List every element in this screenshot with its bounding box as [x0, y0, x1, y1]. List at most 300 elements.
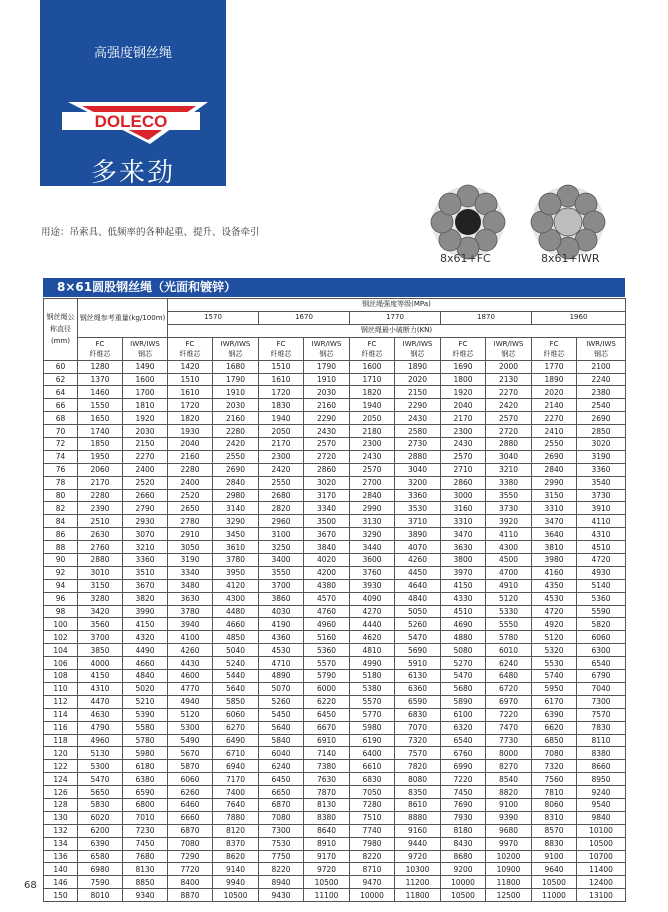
value-cell: 8950 — [577, 773, 626, 786]
value-cell: 4990 — [350, 657, 395, 670]
value-cell: 8870 — [168, 889, 213, 902]
value-cell: 8910 — [304, 837, 350, 850]
table-row — [44, 476, 626, 489]
value-cell: 3400 — [259, 554, 304, 567]
doleco-logo — [58, 98, 212, 148]
table-row — [44, 695, 626, 708]
value-cell: 6190 — [350, 734, 395, 747]
value-cell: 3210 — [123, 541, 168, 554]
value-cell: 4260 — [168, 644, 213, 657]
value-cell: 4150 — [78, 670, 123, 683]
value-cell: 7750 — [259, 850, 304, 863]
value-cell: 5300 — [78, 760, 123, 773]
value-cell: 5130 — [78, 747, 123, 760]
sub-header-cn: 钢芯 — [410, 349, 425, 358]
value-cell: 7170 — [213, 773, 259, 786]
value-cell: 11000 — [532, 889, 577, 902]
value-cell: 1890 — [395, 360, 441, 373]
value-cell: 4700 — [486, 566, 532, 579]
value-cell: 8270 — [486, 760, 532, 773]
value-cell: 3130 — [350, 515, 395, 528]
value-cell: 4660 — [123, 657, 168, 670]
value-cell: 6590 — [395, 695, 441, 708]
value-cell: 6200 — [78, 824, 123, 837]
value-cell: 3810 — [532, 541, 577, 554]
value-cell: 6450 — [259, 773, 304, 786]
value-cell: 6240 — [259, 760, 304, 773]
value-cell: 3170 — [304, 489, 350, 502]
diameter-cell: 60 — [44, 360, 78, 373]
value-cell: 3190 — [577, 450, 626, 463]
value-cell: 8820 — [486, 786, 532, 799]
sub-header-iwr — [304, 337, 350, 360]
value-cell: 2240 — [577, 373, 626, 386]
value-cell: 4360 — [259, 631, 304, 644]
value-cell: 3800 — [441, 554, 486, 567]
value-cell: 5020 — [123, 682, 168, 695]
value-cell: 4770 — [168, 682, 213, 695]
value-cell: 6710 — [213, 747, 259, 760]
sub-header-cn: 纤维芯 — [270, 349, 292, 358]
value-cell: 1940 — [259, 412, 304, 425]
value-cell: 9140 — [213, 863, 259, 876]
value-cell: 3840 — [304, 541, 350, 554]
value-cell: 8220 — [259, 863, 304, 876]
diameter-cell: 100 — [44, 618, 78, 631]
value-cell: 1830 — [259, 399, 304, 412]
value-cell: 1550 — [78, 399, 123, 412]
table-row — [44, 721, 626, 734]
brand-chinese-name: 多来劲 — [90, 158, 175, 188]
value-cell: 4930 — [577, 566, 626, 579]
value-cell: 2880 — [486, 438, 532, 451]
diameter-cell: 106 — [44, 657, 78, 670]
sub-header-code: IWR/IWS — [402, 339, 433, 348]
value-cell: 5270 — [441, 657, 486, 670]
value-cell: 7880 — [213, 811, 259, 824]
value-cell: 5080 — [441, 644, 486, 657]
table-row — [44, 541, 626, 554]
sub-header-fc — [78, 337, 123, 360]
diameter-cell: 102 — [44, 631, 78, 644]
value-cell: 1710 — [350, 373, 395, 386]
value-cell: 2400 — [168, 476, 213, 489]
value-cell: 5040 — [213, 644, 259, 657]
sub-header-iwr — [486, 337, 532, 360]
value-cell: 1490 — [123, 360, 168, 373]
value-cell: 2150 — [123, 438, 168, 451]
value-cell: 4070 — [395, 541, 441, 554]
value-cell: 4480 — [213, 605, 259, 618]
value-cell: 3670 — [304, 528, 350, 541]
value-cell: 1510 — [168, 373, 213, 386]
value-cell: 5840 — [259, 734, 304, 747]
value-cell: 2130 — [486, 373, 532, 386]
value-cell: 3250 — [259, 541, 304, 554]
value-cell: 2160 — [168, 450, 213, 463]
value-cell: 2380 — [577, 386, 626, 399]
value-cell: 2790 — [123, 502, 168, 515]
value-cell: 2420 — [213, 438, 259, 451]
value-cell: 1610 — [168, 386, 213, 399]
value-cell: 5240 — [213, 657, 259, 670]
value-cell: 7220 — [486, 708, 532, 721]
value-cell: 5850 — [213, 695, 259, 708]
value-cell: 9340 — [123, 889, 168, 902]
value-cell: 7320 — [532, 760, 577, 773]
value-cell: 8130 — [304, 798, 350, 811]
brand-panel — [40, 0, 226, 186]
value-cell: 2030 — [123, 425, 168, 438]
sub-header-cn: 纤维芯 — [361, 349, 383, 358]
value-cell: 11200 — [395, 876, 441, 889]
diameter-cell: 110 — [44, 682, 78, 695]
value-cell: 3670 — [123, 579, 168, 592]
value-cell: 9720 — [304, 863, 350, 876]
value-cell: 3050 — [168, 541, 213, 554]
value-cell: 1890 — [532, 373, 577, 386]
value-cell: 7080 — [532, 747, 577, 760]
value-cell: 3100 — [259, 528, 304, 541]
value-cell: 4850 — [213, 631, 259, 644]
value-cell: 5640 — [213, 682, 259, 695]
value-cell: 2850 — [577, 425, 626, 438]
grade-header: 1770 — [350, 311, 441, 324]
value-cell: 9170 — [304, 850, 350, 863]
diameter-cell: 96 — [44, 592, 78, 605]
value-cell: 5050 — [395, 605, 441, 618]
diameter-cell: 78 — [44, 476, 78, 489]
value-cell: 6910 — [304, 734, 350, 747]
value-cell: 6760 — [441, 747, 486, 760]
sub-header-iwr — [395, 337, 441, 360]
diameter-cell: 118 — [44, 734, 78, 747]
value-cell: 5450 — [259, 708, 304, 721]
value-cell: 1950 — [78, 450, 123, 463]
value-cell: 3340 — [168, 566, 213, 579]
value-cell: 2990 — [350, 502, 395, 515]
value-cell: 3610 — [213, 541, 259, 554]
value-cell: 5210 — [123, 695, 168, 708]
value-cell: 3560 — [78, 618, 123, 631]
value-cell: 7730 — [486, 734, 532, 747]
value-cell: 4530 — [532, 592, 577, 605]
rope-iwr-image — [531, 185, 605, 259]
value-cell: 4310 — [78, 682, 123, 695]
diameter-cell: 128 — [44, 798, 78, 811]
value-cell: 4960 — [78, 734, 123, 747]
grade-header: 1670 — [259, 311, 350, 324]
sub-header-fc — [441, 337, 486, 360]
diameter-cell: 66 — [44, 399, 78, 412]
value-cell: 6020 — [78, 811, 123, 824]
table-row — [44, 708, 626, 721]
value-cell: 4630 — [78, 708, 123, 721]
value-cell: 2520 — [123, 476, 168, 489]
value-cell: 7930 — [441, 811, 486, 824]
diameter-cell: 114 — [44, 708, 78, 721]
value-cell: 2040 — [441, 399, 486, 412]
value-cell: 4570 — [304, 592, 350, 605]
rope-fc-label: 8x61+FC — [440, 252, 491, 265]
value-cell: 3540 — [577, 476, 626, 489]
value-cell: 2910 — [168, 528, 213, 541]
sub-header-iwr — [123, 337, 168, 360]
value-cell: 3940 — [168, 618, 213, 631]
value-cell: 2040 — [168, 438, 213, 451]
table-row — [44, 863, 626, 876]
value-cell: 1930 — [168, 425, 213, 438]
value-cell: 8640 — [304, 824, 350, 837]
value-cell: 3630 — [441, 541, 486, 554]
value-cell: 8000 — [486, 747, 532, 760]
table-row — [44, 850, 626, 863]
value-cell: 1920 — [123, 412, 168, 425]
value-cell: 2690 — [532, 450, 577, 463]
value-cell: 2570 — [350, 463, 395, 476]
value-cell: 4440 — [350, 618, 395, 631]
value-cell: 8570 — [532, 824, 577, 837]
sub-header-code: IWR/IWS — [311, 339, 342, 348]
value-cell: 4810 — [350, 644, 395, 657]
value-cell: 6460 — [168, 798, 213, 811]
value-cell: 2930 — [123, 515, 168, 528]
value-cell: 3450 — [213, 528, 259, 541]
value-cell: 7590 — [78, 876, 123, 889]
value-cell: 9390 — [486, 811, 532, 824]
value-cell: 3000 — [441, 489, 486, 502]
value-cell: 1680 — [213, 360, 259, 373]
diameter-cell: 64 — [44, 386, 78, 399]
value-cell: 2840 — [213, 476, 259, 489]
value-cell: 3360 — [123, 554, 168, 567]
diameter-cell: 116 — [44, 721, 78, 734]
value-cell: 7640 — [213, 798, 259, 811]
value-cell: 2570 — [486, 412, 532, 425]
value-cell: 5470 — [78, 773, 123, 786]
value-cell: 2160 — [304, 399, 350, 412]
value-cell: 3850 — [78, 644, 123, 657]
value-cell: 4120 — [213, 579, 259, 592]
value-cell: 6970 — [486, 695, 532, 708]
value-cell: 1460 — [78, 386, 123, 399]
value-cell: 8400 — [168, 876, 213, 889]
value-cell: 4500 — [486, 554, 532, 567]
value-cell: 1800 — [441, 373, 486, 386]
value-cell: 2430 — [441, 438, 486, 451]
value-cell: 2430 — [350, 450, 395, 463]
sub-header-code: FC — [458, 339, 468, 348]
value-cell: 4660 — [213, 618, 259, 631]
value-cell: 7320 — [395, 734, 441, 747]
value-cell: 2540 — [577, 399, 626, 412]
value-cell: 5260 — [259, 695, 304, 708]
value-cell: 7810 — [532, 786, 577, 799]
value-cell: 10100 — [577, 824, 626, 837]
value-cell: 4840 — [395, 592, 441, 605]
value-cell: 6720 — [486, 682, 532, 695]
value-cell: 1610 — [259, 373, 304, 386]
value-cell: 5670 — [168, 747, 213, 760]
value-cell: 5180 — [350, 670, 395, 683]
value-cell: 3630 — [168, 592, 213, 605]
value-cell: 6260 — [168, 786, 213, 799]
value-cell: 4690 — [441, 618, 486, 631]
table-row — [44, 489, 626, 502]
value-cell: 6940 — [213, 760, 259, 773]
value-cell: 2270 — [123, 450, 168, 463]
value-cell: 3700 — [78, 631, 123, 644]
value-cell: 10500 — [441, 889, 486, 902]
table-row — [44, 463, 626, 476]
value-cell: 7470 — [486, 721, 532, 734]
value-cell: 5680 — [441, 682, 486, 695]
value-cell: 10300 — [395, 863, 441, 876]
value-cell: 5740 — [532, 670, 577, 683]
value-cell: 6490 — [213, 734, 259, 747]
value-cell: 1910 — [213, 386, 259, 399]
value-cell: 5580 — [123, 721, 168, 734]
value-cell: 6870 — [168, 824, 213, 837]
section-title: 8×61圆股钢丝绳（光面和镀锌） — [43, 278, 625, 297]
value-cell: 1770 — [532, 360, 577, 373]
value-cell: 7290 — [168, 850, 213, 863]
table-row — [44, 837, 626, 850]
value-cell: 6450 — [304, 708, 350, 721]
value-cell: 2160 — [213, 412, 259, 425]
rope-spec-table — [43, 298, 626, 902]
value-cell: 5140 — [577, 579, 626, 592]
value-cell: 5120 — [486, 592, 532, 605]
value-cell: 4890 — [259, 670, 304, 683]
value-cell: 9100 — [532, 850, 577, 863]
value-cell: 4150 — [441, 579, 486, 592]
value-cell: 10900 — [486, 863, 532, 876]
value-cell: 9430 — [259, 889, 304, 902]
value-cell: 8880 — [395, 811, 441, 824]
value-cell: 2720 — [304, 450, 350, 463]
value-cell: 5490 — [168, 734, 213, 747]
value-cell: 4350 — [532, 579, 577, 592]
value-cell: 4790 — [78, 721, 123, 734]
value-cell: 2510 — [78, 515, 123, 528]
table-row — [44, 773, 626, 786]
value-cell: 8380 — [304, 811, 350, 824]
value-cell: 2860 — [441, 476, 486, 489]
value-cell: 5320 — [532, 644, 577, 657]
value-cell: 4330 — [441, 592, 486, 605]
value-cell: 8220 — [350, 850, 395, 863]
value-cell: 4020 — [304, 554, 350, 567]
value-cell: 2170 — [78, 476, 123, 489]
usage-text: 用途：吊索具、低频率的各种起重、提升、设备牵引 — [41, 227, 260, 238]
value-cell: 7560 — [532, 773, 577, 786]
value-cell: 7070 — [395, 721, 441, 734]
value-cell: 5120 — [532, 631, 577, 644]
table-row — [44, 618, 626, 631]
value-cell: 1790 — [304, 360, 350, 373]
value-cell: 8610 — [395, 798, 441, 811]
table-row — [44, 528, 626, 541]
diameter-cell: 108 — [44, 670, 78, 683]
value-cell: 3280 — [78, 592, 123, 605]
value-cell: 3070 — [123, 528, 168, 541]
value-cell: 11400 — [577, 863, 626, 876]
value-cell: 5570 — [304, 657, 350, 670]
value-cell: 3600 — [350, 554, 395, 567]
sub-header-cn: 钢芯 — [228, 349, 243, 358]
value-cell: 7680 — [123, 850, 168, 863]
value-cell: 8180 — [441, 824, 486, 837]
value-cell: 2980 — [213, 489, 259, 502]
value-cell: 3550 — [486, 489, 532, 502]
value-cell: 4200 — [304, 566, 350, 579]
value-cell: 2650 — [168, 502, 213, 515]
value-cell: 2050 — [259, 425, 304, 438]
value-cell: 6830 — [395, 708, 441, 721]
sub-header-code: IWR/IWS — [493, 339, 524, 348]
sub-header-fc — [168, 337, 213, 360]
value-cell: 2690 — [213, 463, 259, 476]
value-cell: 10500 — [304, 876, 350, 889]
value-cell: 4490 — [123, 644, 168, 657]
grade-header: 1870 — [441, 311, 532, 324]
value-cell: 6170 — [532, 695, 577, 708]
value-cell: 8120 — [213, 824, 259, 837]
value-cell: 2300 — [350, 438, 395, 451]
value-cell: 6540 — [441, 734, 486, 747]
value-cell: 3310 — [441, 515, 486, 528]
value-cell: 2390 — [78, 502, 123, 515]
table-row — [44, 798, 626, 811]
value-cell: 1720 — [259, 386, 304, 399]
value-cell: 8620 — [213, 850, 259, 863]
value-cell: 4150 — [123, 618, 168, 631]
table-row — [44, 670, 626, 683]
value-cell: 1810 — [123, 399, 168, 412]
value-cell: 7530 — [259, 837, 304, 850]
value-cell: 9160 — [395, 824, 441, 837]
value-cell: 7010 — [123, 811, 168, 824]
value-cell: 2570 — [304, 438, 350, 451]
value-cell: 9720 — [395, 850, 441, 863]
value-cell: 10000 — [441, 876, 486, 889]
value-cell: 3140 — [213, 502, 259, 515]
value-cell: 6990 — [441, 760, 486, 773]
value-cell: 2170 — [259, 438, 304, 451]
value-cell: 4430 — [168, 657, 213, 670]
value-cell: 8540 — [486, 773, 532, 786]
value-cell: 3210 — [486, 463, 532, 476]
sub-header-cn: 纤维芯 — [452, 349, 474, 358]
value-cell: 4270 — [350, 605, 395, 618]
value-cell: 7300 — [259, 824, 304, 837]
value-cell: 6100 — [441, 708, 486, 721]
value-cell: 2860 — [304, 463, 350, 476]
value-cell: 1940 — [350, 399, 395, 412]
value-cell: 2100 — [577, 360, 626, 373]
value-cell: 2020 — [395, 373, 441, 386]
value-cell: 2730 — [395, 438, 441, 451]
diameter-cell: 86 — [44, 528, 78, 541]
value-cell: 8660 — [577, 760, 626, 773]
value-cell: 1370 — [78, 373, 123, 386]
sub-header-fc — [259, 337, 304, 360]
value-cell: 10700 — [577, 850, 626, 863]
value-cell: 6790 — [577, 670, 626, 683]
value-cell: 2290 — [395, 399, 441, 412]
value-cell: 8710 — [350, 863, 395, 876]
